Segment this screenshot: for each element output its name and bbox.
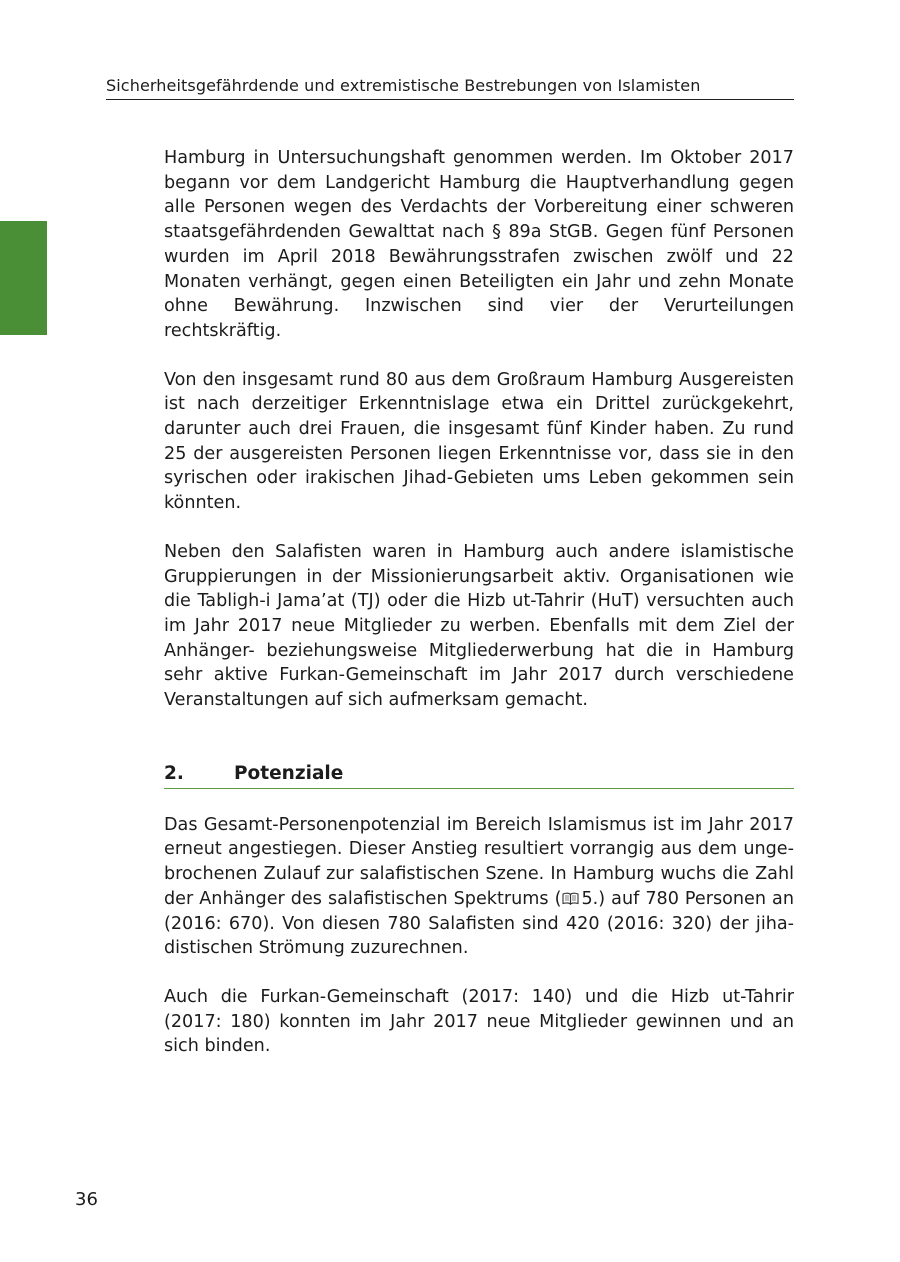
paragraph-potential-part2: ) auf 780 Personen an (2016: 670). Von diesen 780 Salafisten sind 420 (2016: 320) der jihadistischen Strömung zuzurechnen. — [164, 888, 794, 959]
section-title: Potenziale — [234, 762, 344, 784]
paragraph-potential — [164, 813, 794, 961]
running-header: Sicherheitsgefährdende und extremistische Bestrebungen von Islamisten — [106, 76, 794, 100]
paragraph-trial-hamburg: Hamburg in Untersuchungshaft genommen werden. Im Oktober 2017 begann vor dem Landgericht Hamburg die Hauptverhandlung gegen alle Personen wegen des Verdachts der Vorbereitung einer schweren staatsgefährdenden Gewalttat nach § 89a StGB. Gegen fünf Personen wurden im April 2018 Bewährungsstrafen zwischen zwölf und 22 Monaten verhängt, gegen einen Beteiligten ein Jahr und zehn Monate ohne Bewährung. Inzwischen sind vier der Verurteilungen rechtskräftig. — [164, 148, 794, 341]
paragraph-other-groups: Neben den Salafisten waren in Hamburg auch andere islamistische Gruppierungen in der Missionierungsarbeit aktiv. Organisationen wie die Tabligh-i Jama’at (TJ) oder die Hizb ut-Tahrir (HuT) versuchten auch im Jahr 2017 neue Mitglieder zu werben. Ebenfalls mit dem Ziel der Anhänger- beziehungsweise Mitgliederwerbung hat die in Hamburg sehr aktive Furkan-Gemeinschaft im Jahr 2017 durch verschiedene Veranstaltungen auf sich aufmerksam gemacht. — [164, 541, 794, 711]
page-number: 36 — [75, 1189, 98, 1210]
paragraph-returnees: Von den insgesamt rund 80 aus dem Großraum Hamburg Ausgereisten ist nach derzeitiger Erkenntnislage etwa ein Drittel zurückgekehrt, darunter auch drei Frauen, die insgesamt fünf Kinder haben. Zu rund 25 der ausgereisten Personen liegen Erkenntnisse vor, dass sie in den syrischen oder irakischen Jihad-Gebieten ums Leben gekommen sein könnten. — [164, 369, 794, 514]
book-icon — [562, 892, 579, 905]
section-heading — [164, 762, 794, 789]
page-content — [164, 146, 794, 1059]
chapter-tab-marker — [0, 221, 47, 335]
section-number: 2. — [164, 762, 184, 784]
cross-reference-number: 5. — [581, 888, 599, 909]
paragraph-furkan-hizb: Auch die Furkan-Gemeinschaft (2017: 140) und die Hizb ut-Tahrir (2017: 180) konnten im Jahr 2017 neue Mitglieder gewinnen und an sich binden. — [164, 986, 794, 1057]
paragraph-potential-part1: Das Gesamt-Personenpotenzial im Bereich Islamismus ist im Jahr 2017 erneut angestiegen. Dieser Anstieg resultiert vorrangig aus dem ungebrochenen Zulauf zur salafistischen Szene. In Hamburg wuchs die Zahl der Anhänger des salafistischen Spektrums ( — [164, 814, 794, 909]
